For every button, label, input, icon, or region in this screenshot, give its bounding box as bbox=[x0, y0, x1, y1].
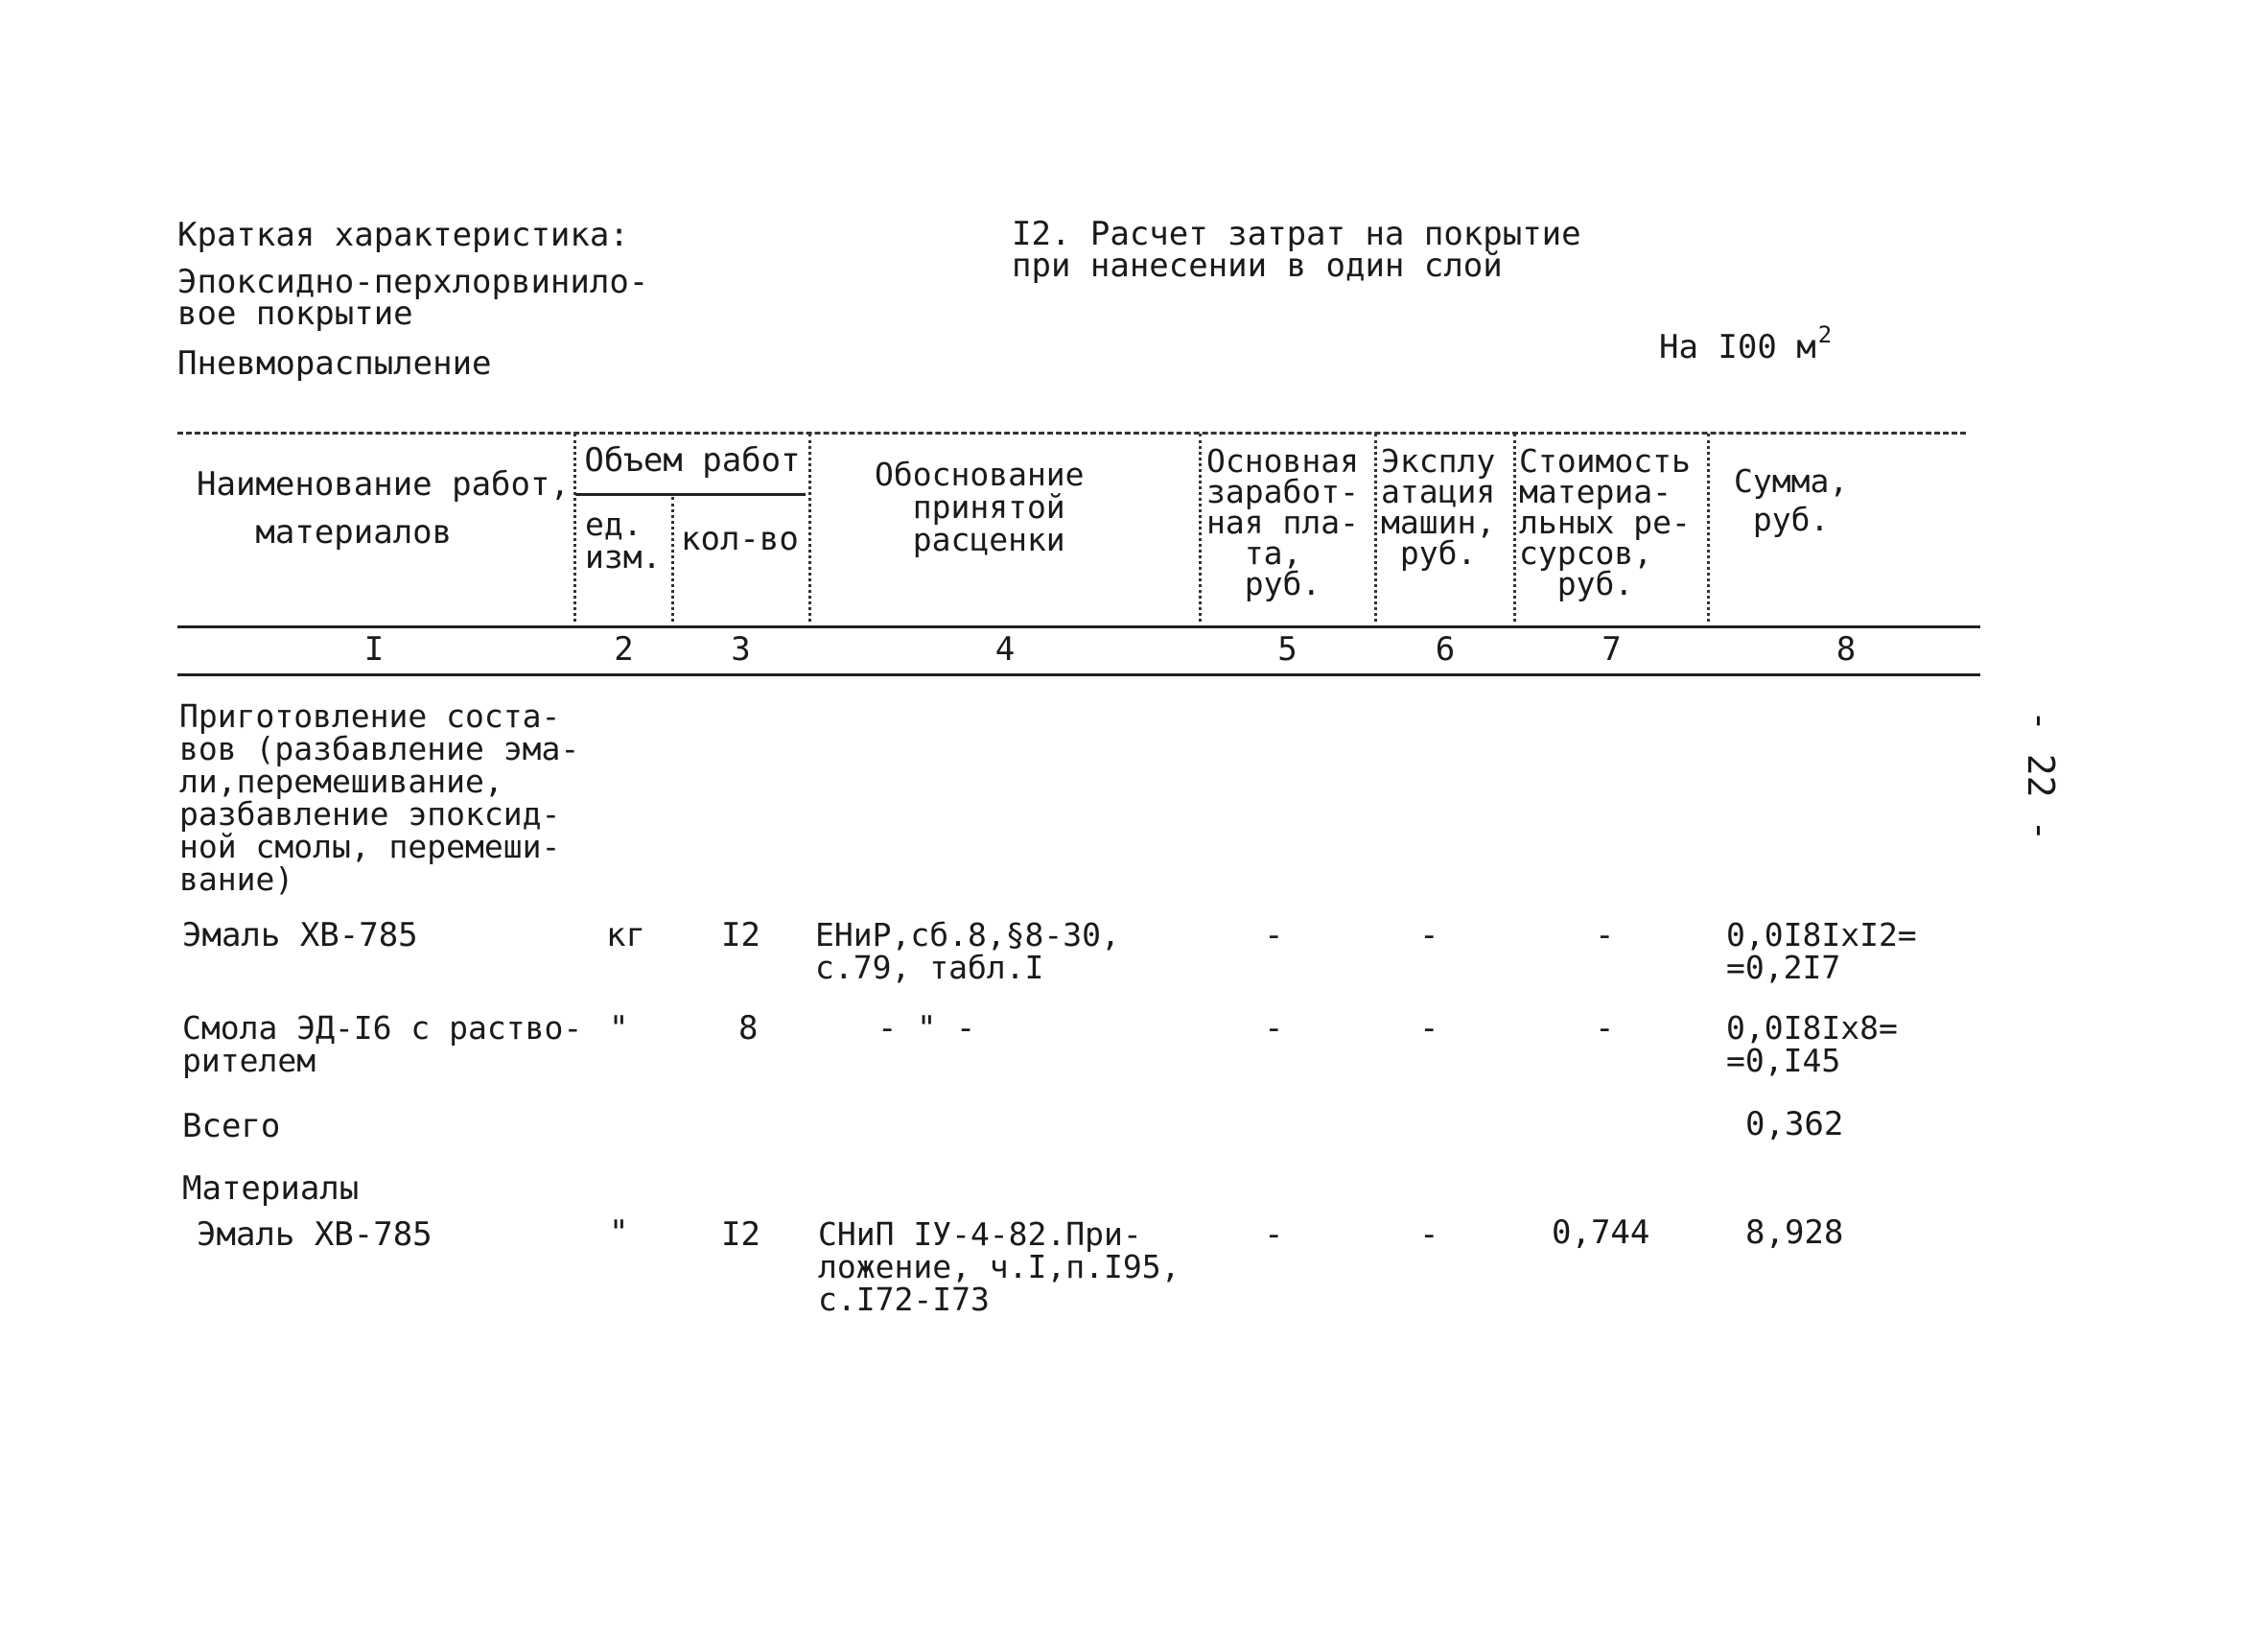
material-name: Эмаль ХВ-785 bbox=[197, 1215, 433, 1254]
header-basis: Обоснование принятой расценки bbox=[875, 456, 1085, 558]
row1-materials: - bbox=[1595, 916, 1615, 954]
unit-prefix: На I00 м bbox=[1659, 328, 1816, 366]
colnum-6: 6 bbox=[1435, 630, 1456, 669]
coating-description: Эпоксидно-перхлорвинило- вое покрытие bbox=[177, 263, 649, 333]
header-sep-6 bbox=[1513, 434, 1516, 622]
colnum-7: 7 bbox=[1602, 630, 1622, 669]
volume-subheader-rule bbox=[575, 493, 806, 496]
section-materials: Материалы bbox=[182, 1169, 360, 1208]
section-preparation: Приготовление соста- вов (разбавление эма- ли,перемешивание, разбавление эпоксид- ной смолы, перемеши- вание) bbox=[179, 697, 580, 898]
total-label: Всего bbox=[182, 1107, 281, 1145]
row1-unit: кг bbox=[606, 916, 645, 954]
row1-machines: - bbox=[1419, 916, 1439, 954]
row1-sum: 0,0I8IxI2= =0,2I7 bbox=[1726, 916, 1917, 986]
material-unit: " bbox=[609, 1213, 629, 1252]
row2-wage: - bbox=[1264, 1009, 1284, 1048]
material-cost: 0,744 bbox=[1552, 1213, 1650, 1252]
header-sum: Сумма, руб. bbox=[1734, 462, 1849, 538]
header-sep-5 bbox=[1374, 434, 1377, 622]
row1-basis: ЕНиР,сб.8,§8-30, с.79, табл.I bbox=[815, 916, 1120, 986]
header-sep-2 bbox=[671, 497, 674, 622]
header-sep-3 bbox=[808, 434, 811, 622]
header-unit: ед. изм. bbox=[585, 506, 662, 576]
header-works-name: Наименование работ, материалов bbox=[197, 465, 570, 552]
unit-label bbox=[1659, 321, 1833, 366]
row2-materials: - bbox=[1595, 1009, 1615, 1048]
unit-power: 2 bbox=[1817, 321, 1833, 348]
material-machines: - bbox=[1419, 1215, 1439, 1254]
row1-name: Эмаль ХВ-785 bbox=[182, 916, 418, 954]
header-machines: Эксплу атация машин, руб. bbox=[1381, 442, 1496, 572]
row1-qty: I2 bbox=[721, 916, 760, 954]
colnum-4: 4 bbox=[994, 630, 1016, 669]
header-bottom-rule bbox=[177, 625, 1980, 628]
colnum-8: 8 bbox=[1835, 630, 1857, 669]
row2-qty: 8 bbox=[738, 1009, 759, 1048]
row2-name: Смола ЭД-I6 с раство- рителем bbox=[182, 1009, 583, 1079]
material-basis: СНиП IУ-4-82.При- ложение, ч.I,п.I95, с.I72-I73 bbox=[818, 1215, 1181, 1318]
header-quantity: кол-во bbox=[681, 520, 799, 558]
material-wage: - bbox=[1264, 1215, 1284, 1254]
colnum-1: I bbox=[363, 630, 385, 669]
row2-sum: 0,0I8Ix8= =0,I45 bbox=[1726, 1009, 1898, 1079]
page-number: - 22 - bbox=[2020, 710, 2062, 842]
colnum-5: 5 bbox=[1277, 630, 1298, 669]
table-top-rule bbox=[177, 432, 1966, 435]
brief-characteristic-title: Краткая характеристика: bbox=[177, 216, 629, 254]
colnum-3: 3 bbox=[731, 630, 751, 669]
header-sep-4 bbox=[1199, 434, 1202, 622]
numbers-bottom-rule bbox=[177, 673, 1980, 676]
header-sep-1 bbox=[573, 434, 576, 622]
section-title: I2. Расчет затрат на покрытие при нанесении в один слой bbox=[1012, 215, 1581, 285]
colnum-2: 2 bbox=[614, 630, 634, 669]
header-materials-cost: Стоимость материа- льных ре- сурсов, руб. bbox=[1519, 442, 1691, 602]
application-method: Пневмораспыление bbox=[177, 344, 492, 383]
material-sum: 8,928 bbox=[1745, 1213, 1844, 1252]
header-volume: Объем работ bbox=[584, 441, 801, 480]
row2-machines: - bbox=[1419, 1009, 1439, 1048]
header-wage: Основная заработ- ная пла- та, руб. bbox=[1206, 442, 1359, 602]
material-qty: I2 bbox=[721, 1215, 760, 1254]
total-sum: 0,362 bbox=[1745, 1105, 1844, 1143]
row2-unit: " bbox=[609, 1009, 629, 1048]
header-sep-7 bbox=[1707, 434, 1710, 622]
row2-basis: - " - bbox=[877, 1009, 976, 1048]
row1-wage: - bbox=[1264, 916, 1284, 954]
